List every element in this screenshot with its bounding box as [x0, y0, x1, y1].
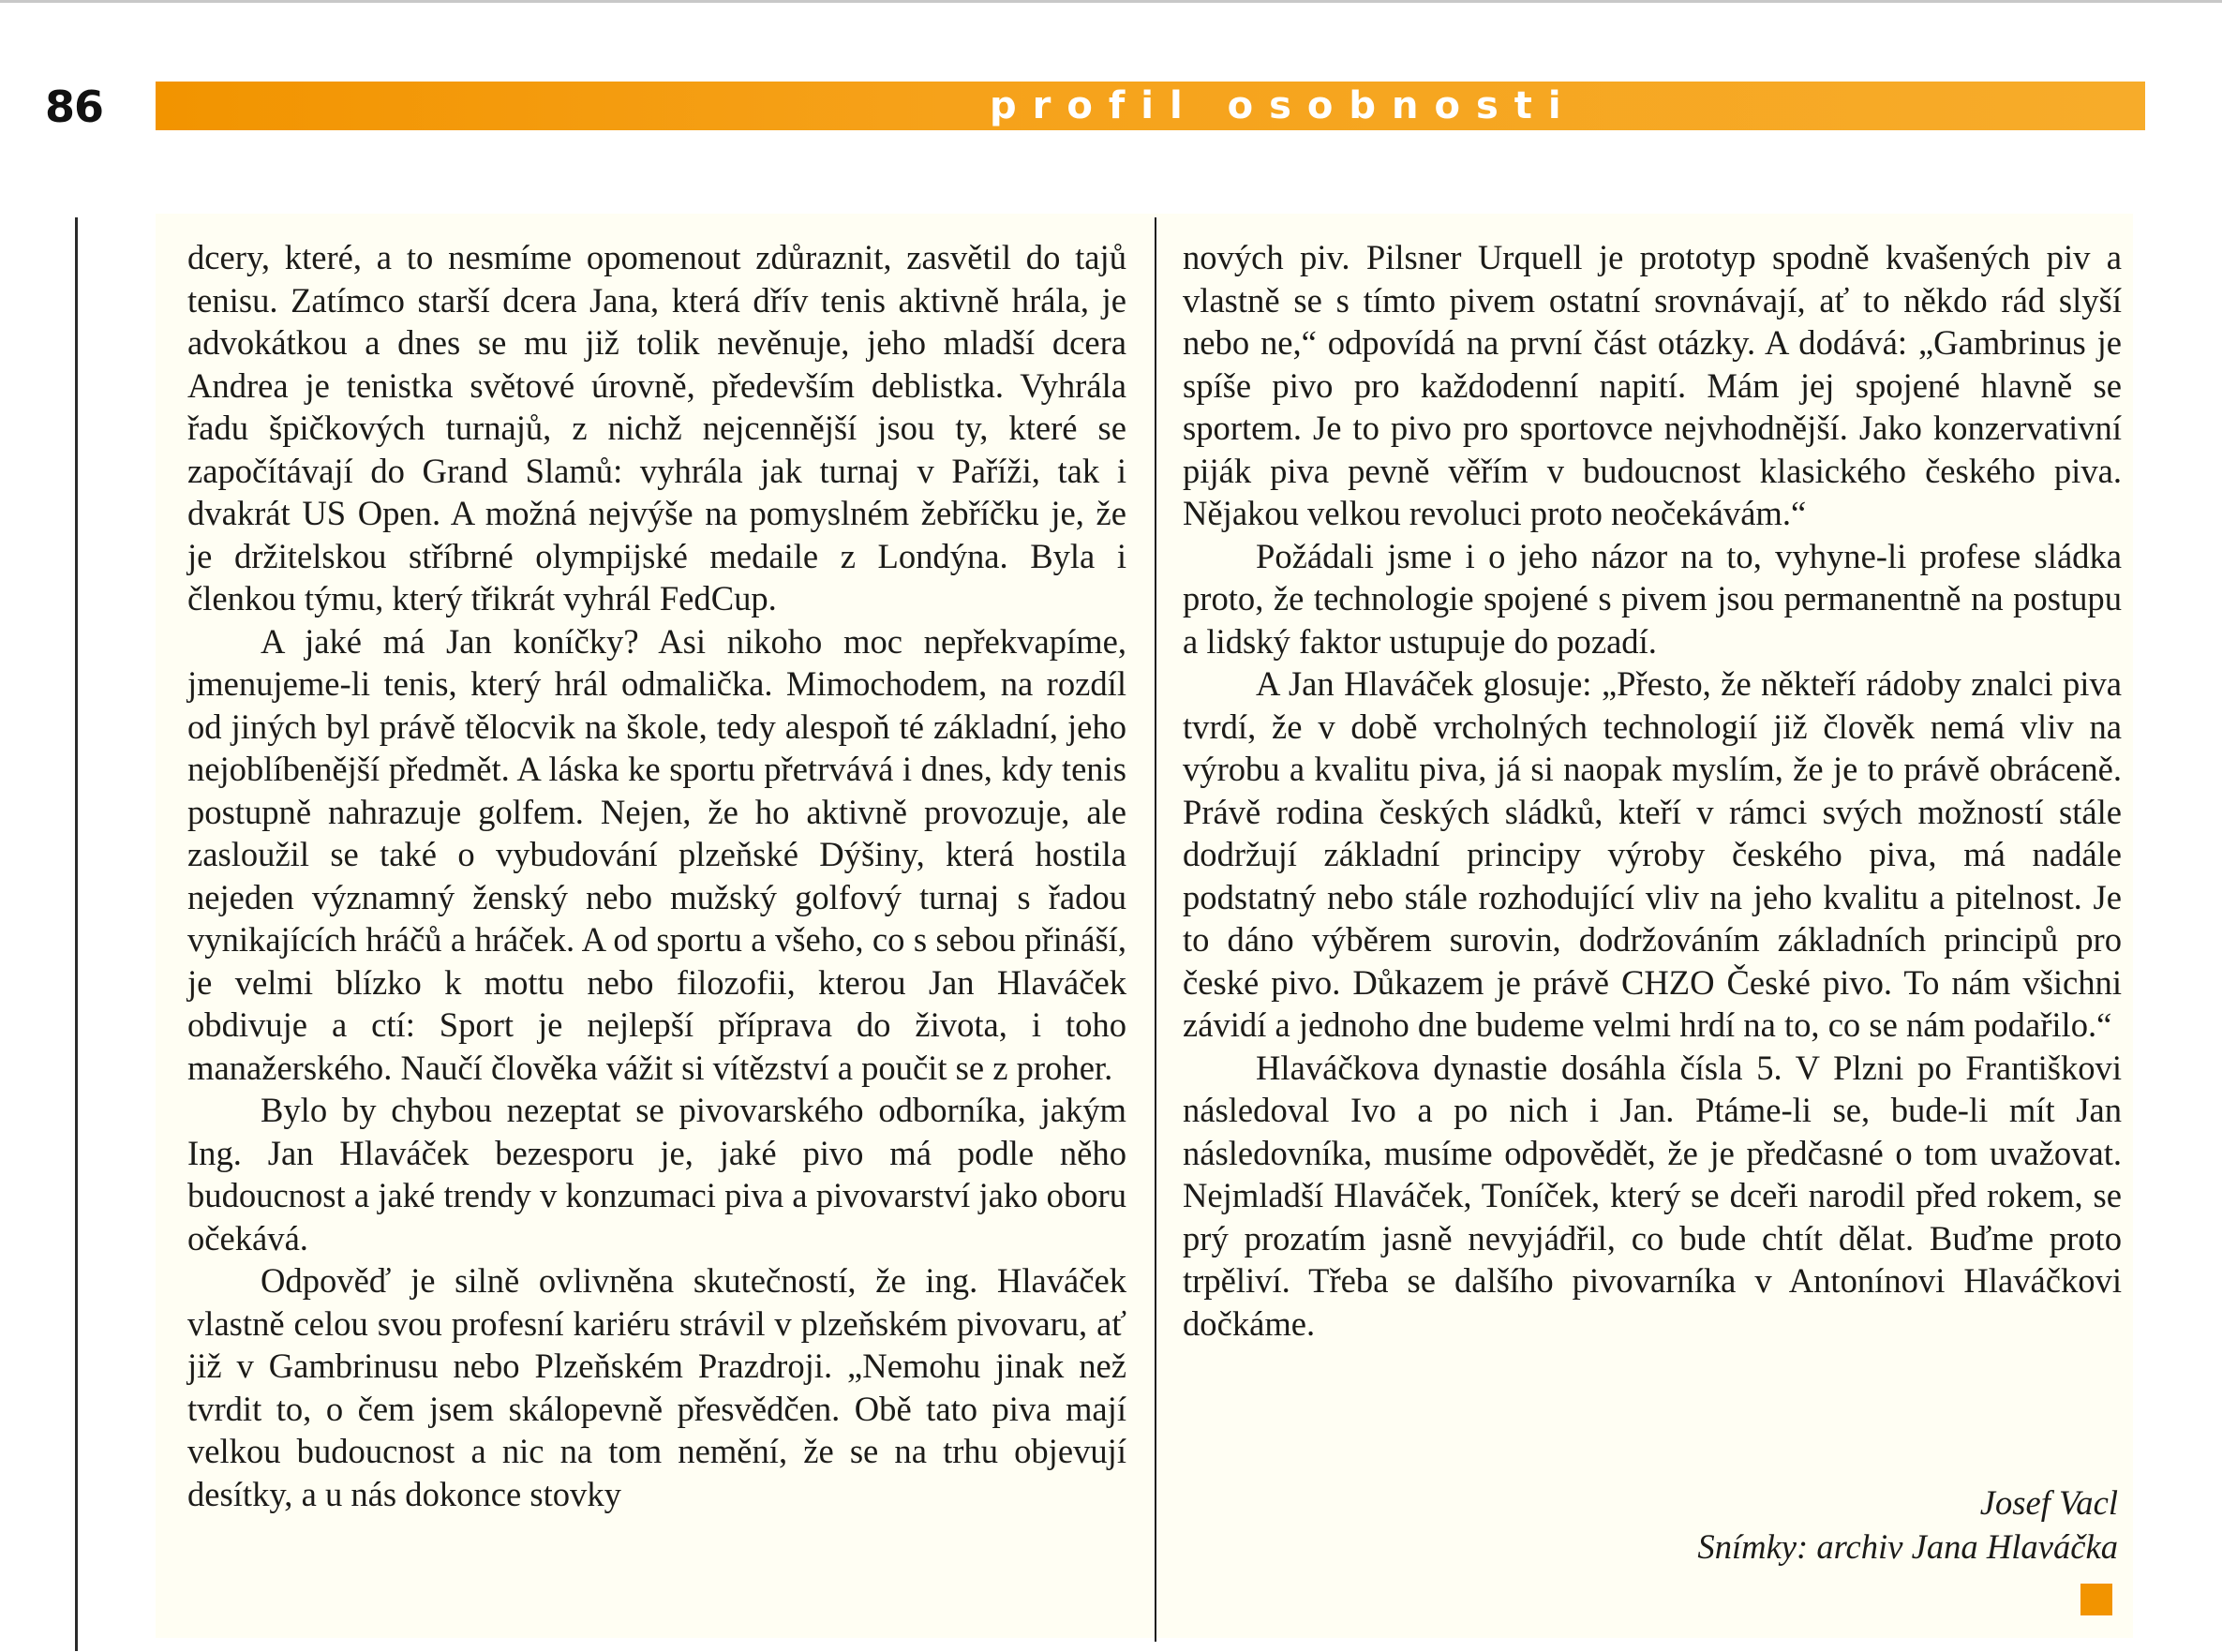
- column-divider: [1155, 217, 1156, 1642]
- left-margin-rule: [75, 217, 78, 1651]
- end-of-article-square-icon: [2080, 1584, 2112, 1615]
- page-number: 86: [45, 82, 104, 132]
- top-rule: [0, 0, 2222, 3]
- byline: [1406, 1481, 2118, 1569]
- article-column-right: [1183, 236, 2122, 1345]
- paragraph: dcery, které, a to nesmíme opomenout zdůraznit, zasvětil do tajů tenisu. Zatímco starší dcera Jana, která dřív tenis aktivně hrála, je advokátkou a dnes se mu již tolik nevěnuje, jeho mladší dcera Andrea je tenistka světové úrovně, především deblistka. Vyhrála řadu špičkových turnajů, z nichž nejcennější jsou ty, které se započítávají do Grand Slamů: vyhrála jak turnaj v Paříži, tak i dvakrát US Open. A možná nejvýše na pomyslném žebříčku je, že je držitelskou stříbrné olympijské medaile z Londýna. Byla i členkou týmu, který třikrát vyhrál FedCup.: [187, 238, 1126, 618]
- section-header-bar: [156, 82, 2145, 130]
- author-name: Josef Vacl: [1979, 1483, 2118, 1522]
- paragraph: Hlaváčkova dynastie dosáhla čísla 5. V Plzni po Františkovi následoval Ivo a po nich i Jan. Ptáme-li se, bude-li mít Jan následovníka, musíme odpovědět, že je předčasné o tom uvažovat. Nejmladší Hlaváček, Toníček, který se dceři narodil před rokem, se prý prozatím jasně nevyjádřil, co bude chtít dělat. Buďme proto trpěliví. Třeba se dalšího pivovarníka v Antonínovi Hlaváčkovi dočkáme.: [1183, 1048, 2122, 1343]
- paragraph: Bylo by chybou nezeptat se pivovarského odborníka, jakým Ing. Jan Hlaváček bezesporu je, jaké pivo má podle něho budoucnost a jaké trendy v konzumaci piva a pivovarství jako oboru očekává.: [187, 1091, 1126, 1258]
- article-column-left: [187, 236, 1126, 1515]
- section-label: profil osobnosti: [990, 84, 1577, 127]
- paragraph: A jaké má Jan koníčky? Asi nikoho moc nepřekvapíme, jmenujeme-li tenis, který hrál odmalička. Mimochodem, na rozdíl od jiných byl právě tělocvik na škole, tedy alespoň té základní, jeho nejoblíbenější předmět. A láska ke sportu přetrvává i dnes, kdy tenis postupně nahrazuje golfem. Nejen, že ho aktivně provozuje, ale zasloužil se také o vybudování plzeňské Dýšiny, která hostila nejeden významný ženský nebo mužský golfový turnaj s řadou vynikajících hráčů a hráček. A od sportu a všeho, co s sebou přináší, je velmi blízko k mottu nebo filozofii, kterou Jan Hlaváček obdivuje a ctí: Sport je nejlepší příprava do života, i toho manažerského. Naučí člověka vážit si vítězství a poučit se z proher.: [187, 621, 1126, 1087]
- paragraph: Odpověď je silně ovlivněna skutečností, že ing. Hlaváček vlastně celou svou profesní kariéru strávil v plzeňském pivovaru, ať již v Gambrinusu nebo Plzeňském Prazdroji. „Nemohu jinak než tvrdit to, o čem jsem skálopevně přesvědčen. Obě tato piva mají velkou budoucnost a nic na tom nemění, že se na trhu objevují desítky, a u nás dokonce stovky: [187, 1261, 1126, 1513]
- paragraph: A Jan Hlaváček glosuje: „Přesto, že někteří rádoby znalci piva tvrdí, že v době vrcholných technologií již člověk nemá vliv na výrobu a kvalitu piva, já si naopak myslím, že je to právě obráceně. Právě rodina českých sládků, kteří v rámci svých možností stále dodržují základní principy výroby českého piva, má nadále podstatný nebo stále rozhodující vliv na jeho kvalitu a pitelnost. Je to dáno výběrem surovin, dodržováním základních principů pro české pivo. Důkazem je právě CHZO České pivo. To nám všichni závidí a jednoho dne budeme velmi hrdí na to, co se nám podařilo.“: [1183, 664, 2122, 1044]
- paragraph: Požádali jsme i o jeho názor na to, vyhyne-li profese sládka proto, že technologie spojené s pivem jsou permanentně na postupu a lidský faktor ustupuje do pozadí.: [1183, 536, 2122, 661]
- paragraph: nových piv. Pilsner Urquell je prototyp spodně kvašených piv a vlastně se s tímto pivem ostatní srovnávají, ať to někdo rád slyší nebo ne,“ odpovídá na první část otázky. A dodává: „Gambrinus je spíše pivo pro každodenní napití. Mám jej spojené hlavně se sportem. Je to pivo pro sportovce nejvhodnější. Jako konzervativní piják piva pevně věřím v budoucnost klasického českého piva. Nějakou velkou revoluci proto neočekávám.“: [1183, 238, 2122, 532]
- photo-credit: Snímky: archiv Jana Hlaváčka: [1697, 1527, 2118, 1566]
